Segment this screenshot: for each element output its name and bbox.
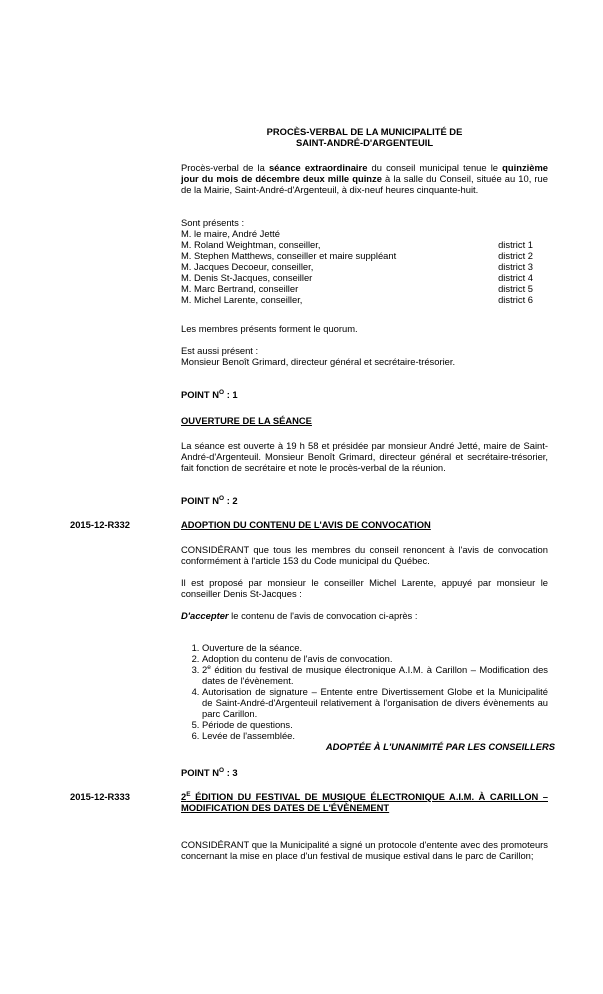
section-heading-ouverture [181,415,548,426]
r333-title-sup: E [186,790,191,798]
intro-seg-a: Procès-verbal de la [181,162,269,173]
point-heading-2 [181,495,548,506]
member-name: M. Michel Larente, conseiller, [181,294,303,305]
section-heading-r332 [70,519,548,530]
point2-accept-line [181,610,548,621]
point1-suffix: : 1 [224,389,238,400]
intro-seg-b: séance extraordinaire [268,162,368,173]
document-title-line1: PROCÈS-VERBAL DE LA MUNICIPALITÉ DE [266,126,463,137]
accept-rest: le contenu de l'avis de convocation ci-après : [228,610,418,621]
member-row [181,250,548,261]
adopted-line: ADOPTÉE À L'UNANIMITÉ PAR LES CONSEILLERS [325,741,555,752]
agenda-item-4: 4. Autorisation de signature – Entente entre Divertissement Globe et la Municipalité de Saint-André-d'Argenteuil relativement à l'organisation de divers évènements au parc Carillon. [202,686,548,719]
agenda-item-3-sup: e [207,663,211,671]
point1-prefix: POINT N [181,389,220,400]
member-row [181,294,548,305]
r333-title-rest: ÉDITION DU FESTIVAL DE MUSIQUE ÉLECTRONIQUE A.I.M. À CARILLON – MODIFICATION DES DATES DE L'ÉVÈNEMENT [181,791,548,813]
member-row [181,239,548,250]
agenda-item-6: 6. Levée de l'assemblée. [202,730,548,741]
agenda-item-3-rest: édition du festival de musique électronique A.I.M. à Carillon – Modification des dates de l'évènement. [202,664,548,686]
section-title-r332: ADOPTION DU CONTENU DE L'AVIS DE CONVOCATION [181,519,431,530]
document-body [70,126,555,861]
resolution-number-r333: 2015-12-R333 [70,791,130,802]
present-label: Sont présents : [181,217,245,228]
agenda-list [181,642,548,741]
member-district: district 6 [498,294,533,305]
quorum-line: Les membres présents forment le quorum. [181,323,358,334]
point2-prefix: POINT N [181,495,220,506]
agenda-item-3-pre: 2 [202,664,208,675]
member-row [181,272,548,283]
resolution-number-r332: 2015-12-R332 [70,519,130,530]
agenda-item-1: 1. Ouverture de la séance. [202,642,548,653]
point2-propose: Il est proposé par monsieur le conseiller Michel Larente, appuyé par monsieur le conseiller Denis St-Jacques : [181,577,548,599]
also-present-line: Monsieur Benoît Grimard, directeur général et secrétaire-trésorier. [181,356,456,367]
point-heading-1 [181,389,548,400]
intro-seg-c: du conseil municipal tenue le [367,162,503,173]
attendance-block [181,217,548,305]
member-name: M. Jacques Decoeur, conseiller, [181,261,314,272]
agenda-item-2: 2. Adoption du contenu de l'avis de convocation. [202,653,548,664]
point3-sup: O [219,766,225,774]
member-district: district 4 [498,272,533,283]
member-district: district 5 [498,283,533,294]
mayor-line: M. le maire, André Jetté [181,228,280,239]
point1-sup: O [219,388,225,396]
agenda-item-5: 5. Période de questions. [202,719,548,730]
point2-suffix: : 2 [224,495,238,506]
also-present-block [181,345,548,367]
agenda-item-3 [202,664,548,686]
member-district: district 1 [498,239,533,250]
point2-sup: O [219,494,225,502]
member-row [181,261,548,272]
member-name: M. Marc Bertrand, conseiller [181,283,299,294]
member-row [181,283,548,294]
r333-title-pre: 2 [181,791,187,802]
point-heading-3 [181,767,548,778]
section-heading-r333 [70,790,548,813]
member-district: district 3 [498,261,533,272]
member-name: M. Roland Weightman, conseiller, [181,239,321,250]
point3-considerant: CONSIDÉRANT que la Municipalité a signé un protocole d'entente avec des promoteurs concernant la mise en place d'un festival de musique estival dans le parc de Carillon; [181,839,548,861]
intro-seg-e: à la salle du Conseil, située au 10, rue de la Mairie, Saint-André-d'Argenteuil, à dix-neuf heures cinquante-huit. [181,173,548,195]
member-district: district 2 [498,250,533,261]
point2-considerant: CONSIDÉRANT que tous les membres du conseil renoncent à l'avis de convocation conformément à l'article 153 du Code municipal du Québec. [181,544,548,566]
intro-paragraph [181,162,548,195]
point3-prefix: POINT N [181,767,220,778]
point1-body: La séance est ouverte à 19 h 58 et présidée par monsieur André Jetté, maire de Saint-André-d'Argenteuil. Monsieur Benoît Grimard, directeur général et secrétaire-trésorier, fait fonction de secrétaire et note le procès-verbal de la réunion. [181,440,548,473]
member-name: M. Stephen Matthews, conseiller et maire suppléant [181,250,397,261]
intro-seg-d: quinzième jour du mois de décembre deux mille quinze [181,162,548,184]
member-name: M. Denis St-Jacques, conseiller [181,272,313,283]
section-title-r333 [181,791,548,813]
accept-lead: D'accepter [181,610,229,621]
document-title-line2: SAINT-ANDRÉ-D'ARGENTEUIL [295,137,434,148]
document-title [181,126,548,148]
also-present-label: Est aussi présent : [181,345,259,356]
point3-suffix: : 3 [224,767,238,778]
section-title-ouverture: OUVERTURE DE LA SÉANCE [181,415,312,426]
